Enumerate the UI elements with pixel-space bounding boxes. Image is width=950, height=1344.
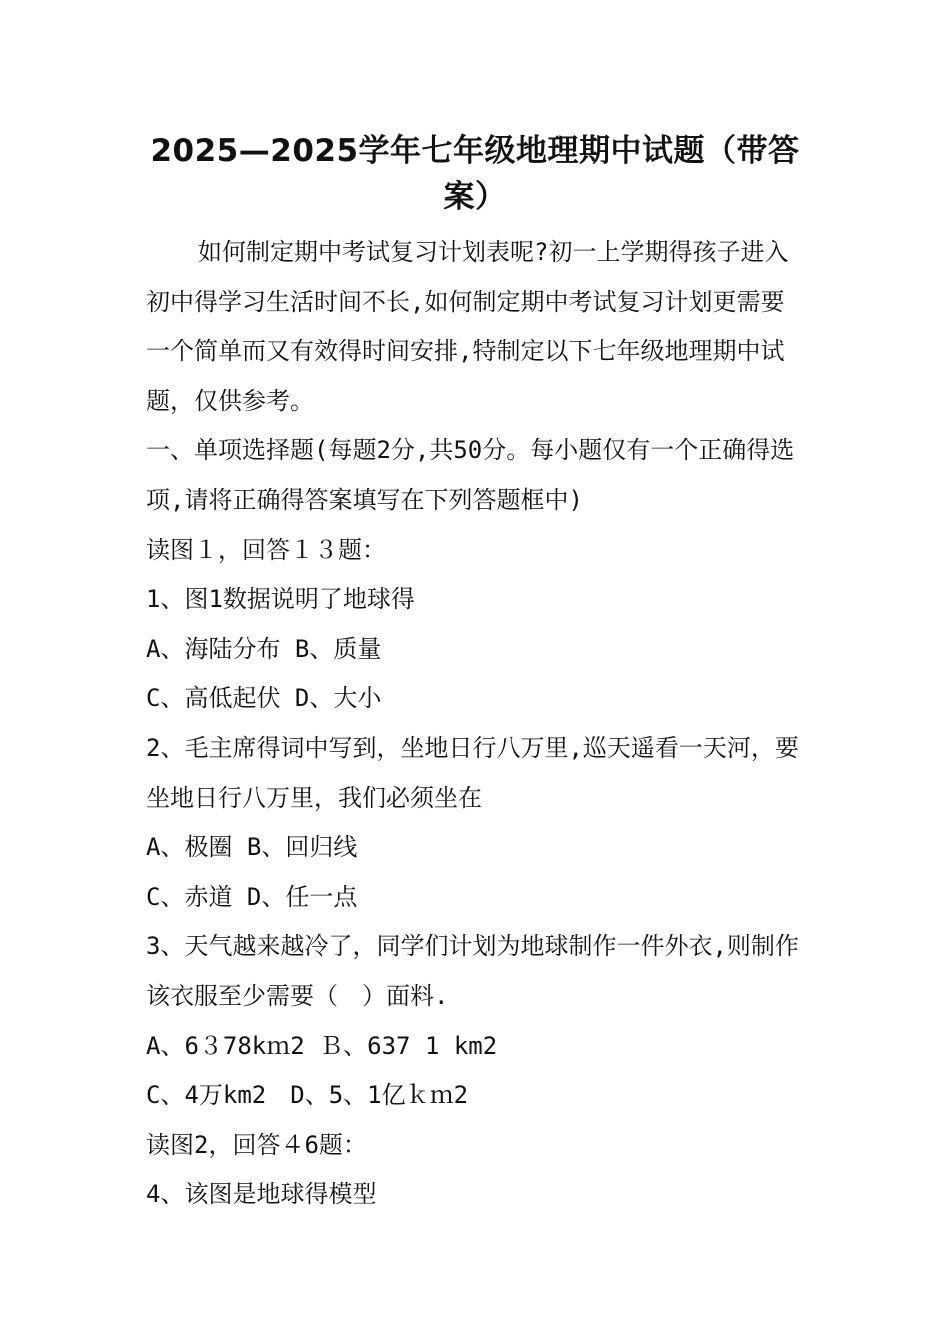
- question-2: 2、毛主席得词中写到，坐地日行八万里,巡天遥看一天河，要坐地日行八万里，我们必须坐在: [146, 733, 799, 812]
- question-3-options-ab: A、6３78kｍ2 Ｂ、637 1 km2: [146, 1031, 498, 1060]
- intro-paragraph: 如何制定期中考试复习计划表呢?初一上学期得孩子进入初中得学习生活时间不长,如何制定期中考试复习计划更需要一个简单而又有效得时间安排,特制定以下七年级地理期中试题，仅供参考。: [146, 238, 789, 415]
- question-4: 4、该图是地球得模型: [146, 1180, 377, 1209]
- document-body: [146, 228, 806, 1220]
- section-heading: 一、单项选择题(每题2分,共50分。每小题仅有一个正确得选项,请将正确得答案填写在下列答题框中): [146, 436, 795, 514]
- question-1-options-ab: A、海陆分布 B、质量: [146, 634, 382, 663]
- question-2-options-cd: C、赤道 D、任一点: [146, 882, 358, 911]
- question-1-options-cd: C、高低起伏 D、大小: [146, 684, 382, 713]
- question-2-options-ab: A、极圈 B、回归线: [146, 833, 358, 862]
- question-3: 3、天气越来越冷了，同学们计划为地球制作一件外衣,则制作该衣服至少需要（ ）面料.: [146, 932, 799, 1010]
- document-title: 2025—2025学年七年级地理期中试题（带答案）: [150, 133, 800, 215]
- question-3-options-cd: C、4万km2 D、5、1亿ｋｍ2: [146, 1081, 469, 1110]
- question-1: 1、图1数据说明了地球得: [146, 585, 415, 614]
- read-figure-2-instruction: 读图2，回答４6题：: [146, 1130, 367, 1159]
- read-figure-1-instruction: 读图１，回答１３题：: [146, 535, 386, 564]
